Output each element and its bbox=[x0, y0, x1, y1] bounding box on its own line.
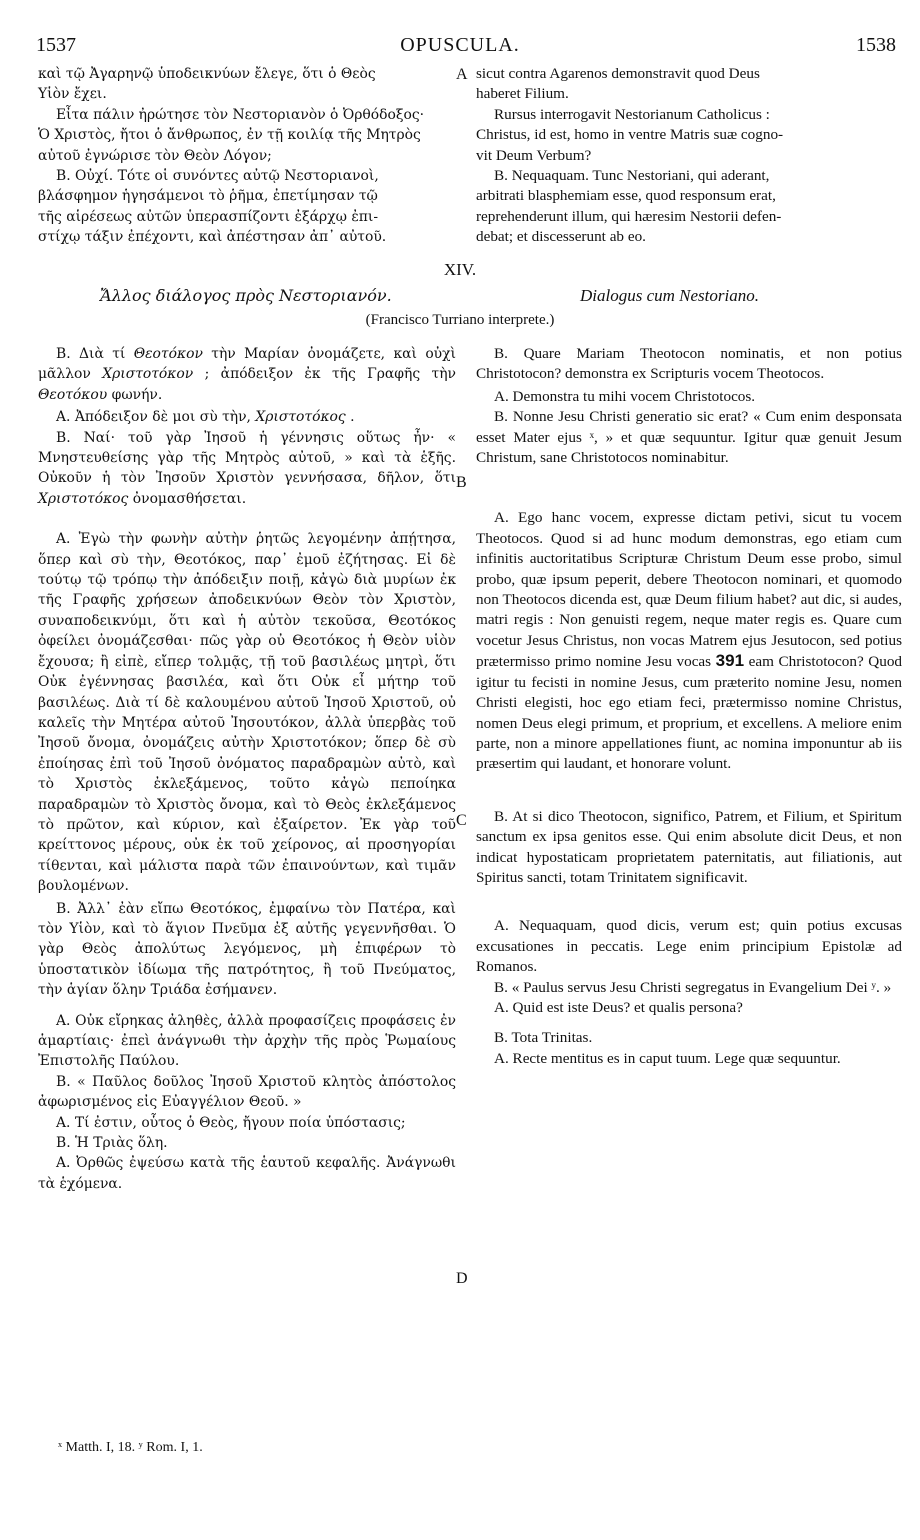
greek-speech-a2: Α. Ἐγὼ τὴν φωνὴν αὐτὴν ῥητῶς λεγομένην ἀπῄτησα, ὅπερ καὶ σὺ τὴν, Θεοτόκος, παρ᾽ ἐμοῦ ἐζήτησας. Εἰ δὲ τούτῳ τῷ τρόπῳ τὴν ἀπόδειξιν ποιῇ, κἀγὼ διὰ μυρίων ἐκ τῆς Γραφῆς χρήσεων ἀποδεικνύων Θεὸν τὸν Χριστὸν, συναποδεικνύμι, ὅτι καὶ ἡ αὐτὸν τεκοῦσα, Θεοτόκος ὀφείλει ὀνομάζεσθαι· πῶς γὰρ οὐ Θεοτόκος ἡ Θεὸν υἱὸν ἔχουσα; ἢ εἰπὲ, εἴπερ τολμᾷς, τῇ τοῦ βασιλέως μητρὶ, ὅτι Οὐκ ἐγέννησας βασιλέα, καὶ ὅτι Οὐκ εἶ μήτηρ τοῦ βασιλέως. Διὰ τί δὲ καλουμένου αὐτοῦ Ἰησοῦ Χριστοῦ, οὐ καλεῖς τὴν Μητέρα αὐτοῦ Ἰησουτόκον, ἀλλὰ ὑπερβὰς τοῦ Ἰησοῦ ὄνομα, ὀνομάζεις αὐτὴν Χριστοτόκον; ὅπερ δὲ σὺ ἐποίησας ἐπὶ τοῦ Ἰησοῦ ὀνόματος παραδραμὼν αὐτὸ, καὶ τὸ Χριστὸς ἐκλεξάμενος, τοῦτο κἀγὼ πεποίηκα παραδραμὼν τὸ Χριστὸς ὄνομα, καὶ τὸ Θεὸς ἐκλεξάμενος τὸ πρῶτον, καὶ κύριον, καὶ ἐξαίρετον. Ἐκ γὰρ τοῦ κρείττονος μέρους, οὐκ ἐκ τοῦ χείρονος, αἱ προσηγορίαι τίθενται, καὶ μάλιστα παρὰ τῶν ἐπαινούντων, καὶ τιμᾶν βουλομένων. bbox=[38, 531, 456, 895]
text-span: Β. Ναί· τοῦ γὰρ Ἰησοῦ ἡ γέννησις οὕτως ἦν· « Μνηστευθείσης γὰρ τῆς Μητρὸς αὐτοῦ, » καὶ τὰ ἑξῆς. Οὐκοῦν ἡ τὸν Ἰησοῦν Χριστὸν γεννήσασα, δῆλον, ὅτι bbox=[38, 429, 456, 487]
italic-term: Χριστοτόκον bbox=[102, 366, 194, 383]
latin-line: debat; et discesserunt ab eo. bbox=[476, 228, 646, 246]
greek-speech-b2 bbox=[38, 428, 456, 510]
text-span: A. Ego hanc vocem, expresse dictam petivi, sicut tu vocem Theotocos. Quod si ad hunc modum demonstras, ego etiam cum infinitis auctoritatibus Scripturæ Christum Deum esse probo, simul probo, quæ ipsum peperit, debere Theotocon nominari, et quomodo non Theotocos dicenda est, quæ Deum filium habet? aut dic, si audes, matri regis : Non genuisti regem, neque mater regis es. Quare cum vocetur Jesus Christus, non vocas Matrem ejus Jesutocon, sed potius prætermisso primo nomine Jesu vocas bbox=[476, 509, 902, 671]
text-span: . bbox=[345, 409, 355, 426]
footnote: ˣ Matth. I, 18. ʸ Rom. I, 1. bbox=[58, 1440, 203, 1455]
greek-dialogue-column bbox=[38, 344, 456, 1194]
latin-line: arbitrati blasphemiam esse, quod responsum erat, bbox=[476, 187, 776, 205]
greek-dialogue-title: Ἄλλος διάλογος πρὸς Νεστοριανόν. bbox=[100, 286, 392, 305]
margin-letter-a: A bbox=[456, 66, 468, 83]
greek-line: Ὁ Χριστὸς, ἤτοι ὁ ἄνθρωπος, ἐν τῇ κοιλίᾳ τῆς Μητρὸς bbox=[38, 127, 421, 144]
italic-term: Θεοτόκου bbox=[38, 386, 108, 403]
running-header bbox=[0, 34, 920, 60]
latin-line: reprehenderunt illum, qui hæresim Nestorii defen- bbox=[476, 207, 782, 225]
greek-line: καὶ τῷ Ἀγαρηνῷ ὑποδεικνύων ἔλεγε, ὅτι ὁ Θεὸς bbox=[38, 66, 376, 82]
greek-speech-b1 bbox=[38, 344, 456, 405]
latin-speech-b4: B. « Paulus servus Jesu Christi segregatus in Evangelium Dei ʸ. » bbox=[494, 978, 892, 996]
greek-line: τῆς αἱρέσεως αὐτῶν ὑπερασπίζοντι ἐξάρχῳ ἐπι- bbox=[38, 208, 379, 225]
italic-term: Θεοτόκον bbox=[133, 346, 203, 362]
greek-speech-a5: Α. Ὀρθῶς ἐψεύσω κατὰ τῆς ἑαυτοῦ κεφαλῆς. Ἀνάγνωθι τὰ ἑχόμενα. bbox=[38, 1155, 456, 1192]
latin-dialogue-title: Dialogus cum Nestoriano. bbox=[580, 286, 759, 305]
page-number-left: 1537 bbox=[36, 34, 76, 56]
text-span: Β. Διὰ τί bbox=[56, 346, 134, 362]
latin-speech-b1: B. Quare Mariam Theotocon nominatis, et non potius Christotocon? demonstra ex Scripturis vocem Theotocos. bbox=[476, 345, 902, 383]
page-number-right: 1538 bbox=[856, 34, 896, 56]
greek-speech-b5: Β. Ἡ Τριὰς ὅλη. bbox=[56, 1135, 168, 1152]
margin-letter-b: B bbox=[456, 474, 467, 491]
latin-speech-a1: A. Demonstra tu mihi vocem Christotocos. bbox=[494, 387, 756, 405]
text-span: ὀνομασθήσεται. bbox=[132, 490, 247, 507]
greek-speech-b4: Β. « Παῦλος δοῦλος Ἰησοῦ Χριστοῦ κλητὸς ἀπόστολος ἀφωρισμένος εἰς Εὐαγγέλιον Θεοῦ. » bbox=[38, 1073, 456, 1111]
greek-line: Β. Οὐχί. Τότε οἱ συνόντες αὐτῷ Νεστοριανοὶ, bbox=[56, 168, 379, 185]
italic-term: Χριστοτόκος bbox=[38, 490, 129, 507]
latin-line: B. Nequaquam. Tunc Nestoriani, qui aderant, bbox=[494, 167, 770, 185]
greek-speech-b3: Β. Ἀλλ᾽ ἐὰν εἴπω Θεοτόκος, ἐμφαίνω τὸν Πατέρα, καὶ τὸν Υἱὸν, καὶ τὸ ἅγιον Πνεῦμα ἐξ αὐτῆς γεγεννῆσθαι. Ὁ γὰρ Θεὸς ἀπολύτως λεγόμενος, μὴ ἐπιφέρων τὸ ὑποστατικὸν ἰδίωμα τῆς πατρότητος, ἢ τοῦ Πνεύματος, τὴν ἁγίαν ὅλην Τριάδα ἐσήμανεν. bbox=[38, 900, 456, 999]
section-number: XIV. bbox=[443, 260, 477, 279]
latin-speech-a3: A. Nequaquam, quod dicis, verum est; quin potius excusas excusationes in peccatis. Lege enim principium Epistolæ ad Romanos. bbox=[476, 917, 902, 976]
margin-letter-c: C bbox=[456, 812, 467, 829]
latin-speech-b5: B. Tota Trinitas. bbox=[494, 1029, 593, 1047]
greek-speech-a3: Α. Οὐκ εἴρηκας ἀληθὲς, ἀλλὰ προφασίζεις προφάσεις ἐν ἁμαρτίαις· ἐπεὶ ἀνάγνωθι τὴν ἀρχὴν τῆς πρὸς Ῥωμαίους Ἐπιστολῆς Παύλου. bbox=[38, 1012, 456, 1070]
greek-top-column bbox=[38, 64, 456, 248]
italic-term: Χριστοτόκος bbox=[255, 409, 346, 426]
text-span: τὴν Μαρίαν ὀνομάζετε, καὶ οὐχὶ μᾶλλον bbox=[38, 346, 456, 383]
greek-line: αὐτοῦ ἐγνώρισε τὸν Θεὸν Λόγον; bbox=[38, 147, 272, 164]
column-number: 391 bbox=[715, 651, 745, 671]
latin-line: haberet Filium. bbox=[476, 85, 569, 103]
greek-line: Υἱὸν ἔχει. bbox=[38, 86, 107, 103]
margin-letter-d: D bbox=[456, 1270, 468, 1287]
latin-line: sicut contra Agarenos demonstravit quod Deus bbox=[476, 65, 760, 82]
latin-speech-b3: B. At si dico Theotocon, significo, Patrem, et Filium, et Spiritum sanctum ex ipsa genitos esse. Qui enim absolute dicit Deus, et non indicat hypostaticam proprietatem paternitatis, aut filiationis, aut Spiritus sancti, totam Trinitatem significavit. bbox=[476, 807, 902, 886]
latin-speech-a2 bbox=[476, 508, 902, 774]
latin-line: Rursus interrogavit Nestorianum Catholicus : bbox=[494, 105, 770, 123]
interpreter-note: (Francisco Turriano interprete.) bbox=[365, 312, 555, 328]
latin-line: Christus, id est, homo in ventre Matris suæ cogno- bbox=[476, 126, 784, 144]
latin-top-column bbox=[476, 64, 902, 248]
running-title: OPUSCULA. bbox=[400, 34, 520, 56]
latin-speech-b2: B. Nonne Jesu Christi generatio sic erat? « Cum enim desponsata esset Mater ejus ˣ, » et quæ sequuntur. Igitur quæ genuit Jesum Christum, sane Christotocos nominabitur. bbox=[476, 408, 902, 467]
text-span: eam Christotocon? Quod igitur tu fecisti in nomine Jesus, cum præterito nomine Jesu, nomen Christi elegisti, hoc ego etiam feci, prætermisso nomine Christus, nomen Deus elegi primum, et proprium, et excellens. A meliore enim parte, non a minore appellationes fiunt, ac nomina imponuntur ab iis præsertim qui laudant, et honorare volunt. bbox=[476, 653, 903, 773]
text-span: φωνήν. bbox=[107, 386, 163, 403]
text-span: ; ἀπόδειξον ἐκ τῆς Γραφῆς τὴν bbox=[193, 366, 456, 383]
latin-speech-a5: A. Recte mentitus es in caput tuum. Lege quæ sequuntur. bbox=[494, 1049, 841, 1067]
greek-line: Εἶτα πάλιν ἠρώτησε τὸν Νεστοριανὸν ὁ Ὀρθόδοξος· bbox=[56, 106, 425, 123]
greek-line: στίχῳ τάξιν ἐπέχοντι, καὶ ἀπέστησαν ἀπ᾽ αὐτοῦ. bbox=[38, 229, 387, 246]
greek-speech-a4: Α. Τί ἐστιν, οὗτος ὁ Θεὸς, ἤγουν ποία ὑπόστασις; bbox=[56, 1114, 406, 1131]
text-span: Α. Ἀπόδειξον δὲ μοι σὺ τὴν, bbox=[56, 409, 256, 426]
latin-speech-a4: A. Quid est iste Deus? et qualis persona? bbox=[494, 998, 743, 1016]
greek-speech-a1 bbox=[38, 407, 456, 427]
latin-line: vit Deum Verbum? bbox=[476, 146, 592, 164]
greek-line: βλάσφημον ἡγησάμενοι τὸ ῥῆμα, ἐπετίμησαν τῷ bbox=[38, 188, 378, 205]
latin-dialogue-column bbox=[476, 344, 902, 1069]
